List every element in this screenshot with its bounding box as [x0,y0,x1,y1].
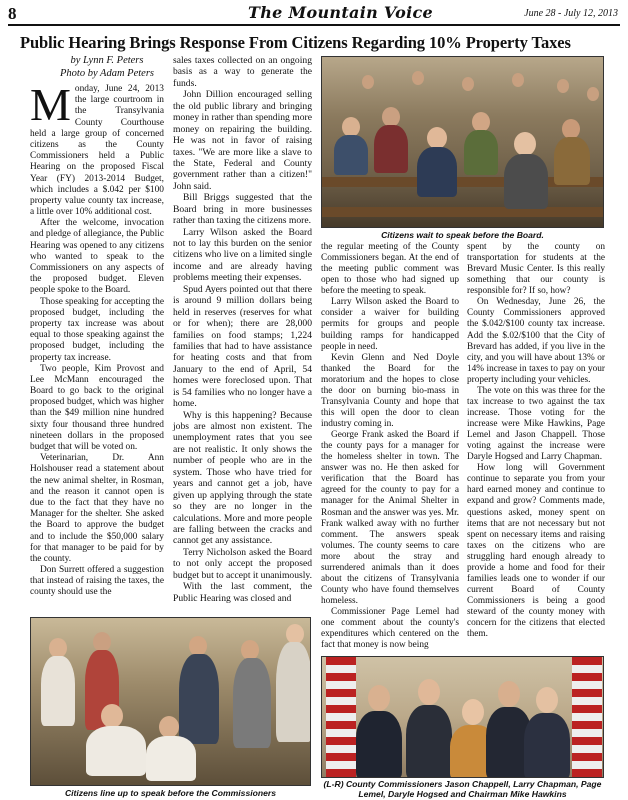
col1-para-1: After the welcome, invocation and pledge of allegiance, the Public Hearing was opened to any citizens who wanted to speak to the Commissioners on any aspects of the proposed budget. Eleven people spoke to the Board. [30,218,164,296]
page-number: 8 [8,4,17,23]
byline-photo: Photo by Adam Peters [60,68,154,79]
col2-para-1: John Dillion encouraged selling the old public library and bringing money in rather than spending more money on repairing the building. He was not in favor of raising taxes. "We are more like a slave to the State, Federal and County government rather than a citizen!" John said. [173,89,312,192]
col2-para-2: Bill Briggs suggested that the Board bring in more businesses rather than taxing the citizens more. [173,192,312,227]
col1-para-0: Monday, June 24, 2013 the large courtroom in the Transylvania County Courthouse held a large group of concerned citizens as the County Commissioners held a Public Hearing on the proposed Fiscal Year (FY) 2013-2014 Budget, which includes a $.042 per $100 property value county tax increase, a little over 10% additional cost. [30,79,164,218]
line-photo [30,617,311,786]
col4-para-1: On Wednesday, June 26, the County Commissioners approved the $.042/$100 county tax increase. Add the $.02/$100 that the City of Brevard has added, if you live in the city, and you will have about 13% or 14% increase in taxes to pay on your property including your vehicles. [467,297,605,385]
col3-para-2: Kevin Glenn and Ned Doyle thanked the Board for the moratorium and the hopes to close the door on burning bio-mass in Transylvania County and hope that this will open the door to clean industry coming in. [321,352,459,429]
column-3 [321,242,459,654]
column-2 [173,55,312,614]
col4-para-3: How long will Government continue to separate you from your hard earned money and continue to expand and grow? Comments made, questions asked, money spent on items that are not necessary but not spent on necessary items and raising taxes on the citizens who are struggling hard enough already to provide a home and food for their families leads one to wonder if our current Board of County Commissioners is being a good steward of the county money with concern for the citizens that elected them. [467,463,605,640]
col4-para-0: spent by the county on transportation for students at the Brevard Music Center. Is this really something that our county is responsible for? If so, how? [467,242,605,297]
drop-cap: M [30,79,71,130]
col1-para-3: Two people, Kim Provost and Lee McMann encouraged the Board to go back to the original proposed budget, which was higher than the $49 million nine hundred sixty four thousand three hundred nineteen dollars in the proposed budget that will be voted on. [30,363,164,452]
col3-para-4: Commissioner Page Lemel had one comment about the county's expenditures which centered on the fact that money is now being [321,607,459,651]
col3-para-3: George Frank asked the Board if the county pays for a manager for the homeless shelter in town. The answer was no. He then asked for verification that the Board has agreed for the county to pay for a manager for the Animal Shelter in Rosman and the answer was yes. Mr. Frank walked away with no further comment. The answers speak volumes. The county seems to care more about the stray and surrendered animals than it does about the citizens of Transylvania County who have found themselves homeless. [321,430,459,606]
column-1 [30,79,164,614]
col2-para-6: Terry Nicholson asked the Board to not only accept the proposed budget but to accept it unanimously. [173,546,312,581]
col2-para-3: Larry Wilson asked the Board not to lay this burden on the senior citizens who live on a limited single income and are already having problems meeting their expenses. [173,226,312,284]
masthead: The Mountain Voice [248,3,433,22]
commissioners-caption: (L-R) County Commissioners Jason Chappell, Larry Chapman, Page Lemel, Daryle Hogsed and Chairman Mike Hawkins [323,779,602,799]
crowd-photo [321,56,604,228]
col4-para-2: The vote on this was three for the tax increase to two against the tax increase. Those voting for the increase were Mike Hawkins, Page Lemel and Jason Chappell. Those voting against the increase were Daryle Hogsed and Larry Chapman. [467,385,605,463]
col2-para-0: sales taxes collected on an ongoing basis as a way to generate the funds. [173,55,312,89]
col2-para-7: With the last comment, the Public Hearing was closed and [173,581,312,604]
line-caption: Citizens line up to speak before the Commissioners [64,788,277,798]
column-4 [467,242,605,654]
issue-date: June 28 - July 12, 2013 [524,8,618,19]
commissioners-photo [321,656,604,778]
col3-para-1: Larry Wilson asked the Board to consider a waiver for building permits for groups and people building ramps for handicapped people in need. [321,297,459,352]
header-rule [8,24,620,26]
col1-para-2: Those speaking for accepting the proposed budget, including the property tax increase was about equal to those speaking against the proposed budget, including the property tax increase. [30,296,164,363]
col1-para-5: Don Surrett offered a suggestion that instead of raising the taxes, the county should use the [30,565,164,598]
col1-para-4: Veterinarian, Dr. Ann Holshouser read a statement about the new animal shelter, in Rosman, and the reason it cannot open is due to the fact that they have no Manager for the shelter. She asked the Board to approve the budget and to include the $50,000 salary for that manager to be paid for by the county. [30,453,164,564]
col2-para-5: Why is this happening? Because jobs are almost non existent. The unemployment rates that you see are not realistic. It only shows the number of people who are in the system. Those who have tried for years and cannot get a job, have given up applying through the state so they are no longer in the calculations. More and more people are falling between the cracks and cannot get any assistance. [173,409,312,547]
col2-para-4: Spud Ayers pointed out that there is around 9 million dollars being held in reserves (reserves for what or for when); there are 28,000 families on food stamps; 1,224 families that had to have assistance for heating costs and that from January to the end of April, 54 homes were foreclosed upon. That is 54 families who no longer have a home. [173,283,312,410]
col3-para-0: the regular meeting of the County Commissioners began. At the end of the meeting public comment was open to those who had signed up before the meeting to speak. [321,242,459,297]
headline: Public Hearing Brings Response From Citizens Regarding 10% Property Taxes [20,33,571,52]
byline-author: by Lynn F. Peters [70,55,144,66]
crowd-caption: Citizens wait to speak before the Board. [381,230,544,240]
